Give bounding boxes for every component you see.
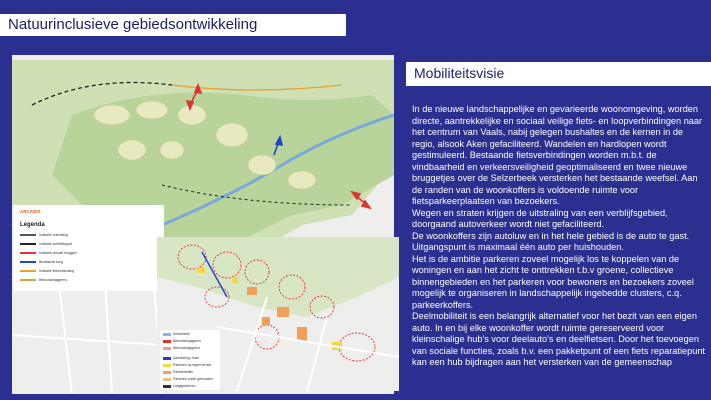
paragraph: Deelmobiliteit is een belangrijk alternatief voor het bezit van een eigen auto. In en bij elke woonkoffer wordt ruimte gereserveerd voor kleinschalige hub's voor deelauto's en deelfietsen. Door het toevoegen van sociale functies, zoals b.v. een pakketpunt of een fiets reparatiepunt kan een hub bijdragen aan het versterken van de gemeenschap [412,311,705,367]
legend-swatch [20,261,36,263]
paragraph: In de nieuwe landschappelijke en gevarieerde woonomgeving, worden directe, aantrekkelijke en sociaal veilige fiets- en loopverbindingen naar het centrum van Vaals, nabij gelegen bushaltes en de kernen in de regio, alsook Aken gefaciliteerd. Wandelen en hardlopen wordt gestimuleerd. Bestaande fietsverbindingen worden m.b.t. de vindbaarheid en verkeersveiligheid geoptimaliseerd en twee nieuwe bruggetjes over de Selzerbeek versterken het bestaande weefsel. Aan de randen van de woonkoffers is voldoende ruimte voor fietsparkeerplaatsen van bezoekers. [412,104,703,206]
arcadis-logo: ARCADIS [20,209,41,214]
legend-label: Selzerbeek [173,332,190,336]
legend-swatch [20,234,36,236]
legend-item [20,269,74,273]
parking-legend-item [163,370,193,374]
body-text [412,104,708,369]
slide-title: Natuurinclusieve gebiedsontwikkeling [8,16,258,33]
paragraph: De woonkoffers zijn autoluw en in het hele gebied is de auto te gast. Uitgangspunt is maximaal één auto per huishouden. [412,230,690,252]
legend-swatch [20,252,36,254]
paragraph: Wegen en straten krijgen de uitstraling van een verblijfsgebied, doorgaand autoverkeer wordt niet gefaciliteerd. [412,207,668,229]
parking-legend-item [163,339,201,343]
parking-legend-item [163,356,199,360]
legend-label: Indicatie ontsluiting [39,233,68,237]
legend-item [20,251,77,255]
parking-legend-item [163,384,196,388]
paragraph: Het is de ambitie parkeren zoveel mogelijk los te koppelen van de woningen en aan het zicht te onttrekken t.b.v groene, collectieve binnengebieden en het parkeren voor bewoners en bezoekers zoveel mogelijk te organiseren in landschappelijk ingebedde clusters, c.q. parkeerkoffers. [412,253,694,310]
legend-swatch [163,340,171,343]
legend-swatch [163,364,171,367]
legend-swatch [163,347,171,350]
legend-label: Bestaande brug [39,260,63,264]
legend-label: Indicatie nieuwe bruggen [39,251,77,255]
legend-swatch [163,385,171,388]
subtitle-banner [406,62,711,86]
legend-swatch [163,333,171,336]
legend-item [20,260,63,264]
legend-swatch [163,371,171,374]
legend-swatch [163,378,171,381]
parking-legend-item [163,346,200,350]
legend-label: Indicatie fietsontsluiting [39,269,75,273]
legend-item [20,233,68,237]
legend-label: Langsparkeren [173,384,196,388]
legend-label: Bebouwingsgrens [173,346,200,350]
title-banner [0,14,346,36]
legend-swatch [163,357,171,360]
legend-label: Parkeren onder gebouwen [173,377,213,381]
legend-label: Parkeerkoffer [173,370,194,374]
legend-title: Legenda [20,222,45,228]
legend-label: Aansluiting / tram [173,356,200,360]
legend-swatch [20,279,36,281]
parking-legend-item [163,363,211,367]
legend-swatch [20,243,36,245]
map-legend [14,205,164,291]
parking-legend-item [163,377,213,381]
legend-label: Beboutwingsgrens [39,278,67,282]
legend-item [20,278,67,282]
legend-label: Beboutwingsgrens [173,339,201,343]
parking-legend-item [163,332,190,336]
legend-label: Indicatie voet/fietspad [39,242,72,246]
legend-swatch [20,270,36,272]
legend-item [20,242,72,246]
parking-legend [160,330,220,390]
legend-label: Parkeren op eigen terrein [173,363,212,367]
section-title: Mobiliteitsvisie [414,65,505,81]
